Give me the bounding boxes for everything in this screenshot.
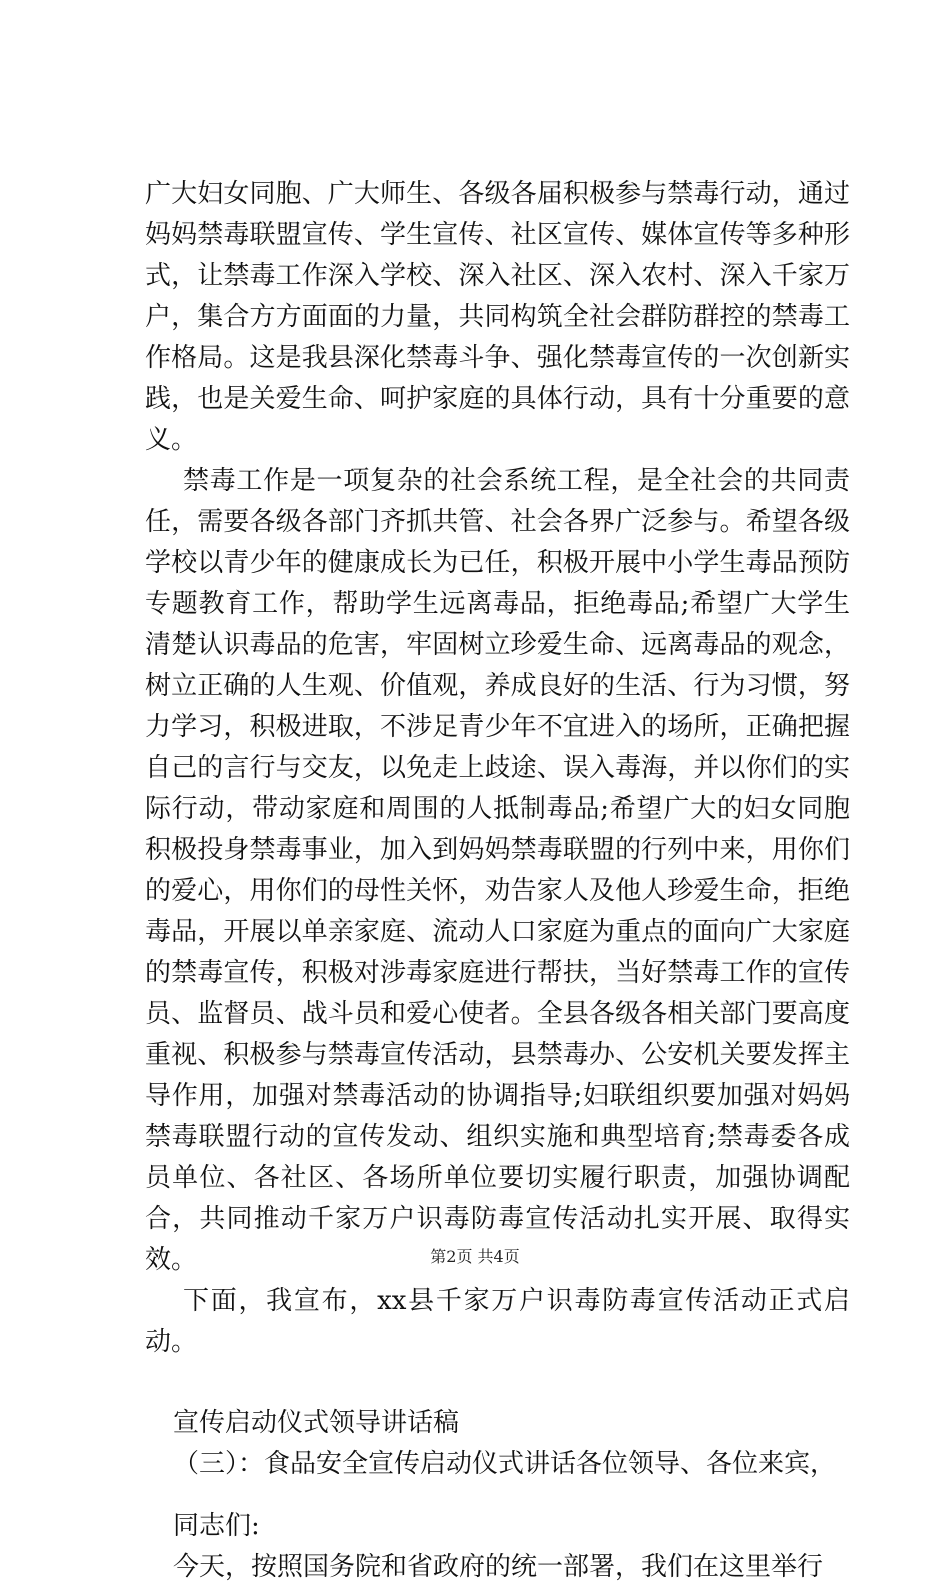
spacer xyxy=(145,1363,850,1403)
paragraph-2: 禁毒工作是一项复杂的社会系统工程，是全社会的共同责任，需要各级各部门齐抓共管、社会各界广泛参与。希望各级学校以青少年的健康成长为已任，积极开展中小学生毒品预防专题教育工作，帮助学生远离毒品，拒绝毒品;希望广大学生清楚认识毒品的危害，牢固树立珍爱生命、远离毒品的观念，树立正确的人生观、价值观，养成良好的生活、行为习惯，努力学习，积极进取，不涉足青少年不宜进入的场所，正确把握自己的言行与交友，以免走上歧途、误入毒海，并以你们的实际行动，带动家庭和周围的人抵制毒品;希望广大的妇女同胞积极投身禁毒事业，加入到妈妈禁毒联盟的行列中来，用你们的爱心，用你们的母性关怀，劝告家人及他人珍爱生命，拒绝毒品，开展以单亲家庭、流动人口家庭为重点的面向广大家庭的禁毒宣传，积极对涉毒家庭进行帮扶，当好禁毒工作的宣传员、监督员、战斗员和爱心使者。全县各级各相关部门要高度重视、积极参与禁毒宣传活动，县禁毒办、公安机关要发挥主导作用，加强对禁毒活动的协调指导;妇联组织要加强对妈妈禁毒联盟行动的宣传发动、组织实施和典型培育;禁毒委各成员单位、各社区、各场所单位要切实履行职责，加强协调配合，共同推动千家万户识毒防毒宣传活动扎实开展、取得实效。 xyxy=(145,466,850,1275)
section-title: 宣传启动仪式领导讲话稿 xyxy=(173,1408,460,1438)
spacer xyxy=(145,1485,850,1506)
paragraph-3: 下面，我宣布，xx县千家万户识毒防毒宣传活动正式启动。 xyxy=(145,1286,850,1357)
page-number-footer: 第2页 共4页 xyxy=(430,1247,520,1266)
opening-line: 今天，按照国务院和省政府的统一部署，我们在这里举行 xyxy=(173,1552,824,1582)
document-body xyxy=(145,174,850,1588)
section-subtitle: （三）：食品安全宣传启动仪式讲话各位领导、各位来宾， xyxy=(173,1449,837,1479)
salutation: 同志们: xyxy=(173,1511,260,1541)
paragraph-1: 广大妇女同胞、广大师生、各级各届积极参与禁毒行动，通过妈妈禁毒联盟宣传、学生宣传、社区宣传、媒体宣传等多种形式，让禁毒工作深入学校、深入社区、深入农村、深入千家万户，集合方方面面的力量，共同构筑全社会群防群控的禁毒工作格局。这是我县深化禁毒斗争、强化禁毒宣传的一次创新实践，也是关爱生命、呵护家庭的具体行动，具有十分重要的意义。 xyxy=(145,179,850,455)
